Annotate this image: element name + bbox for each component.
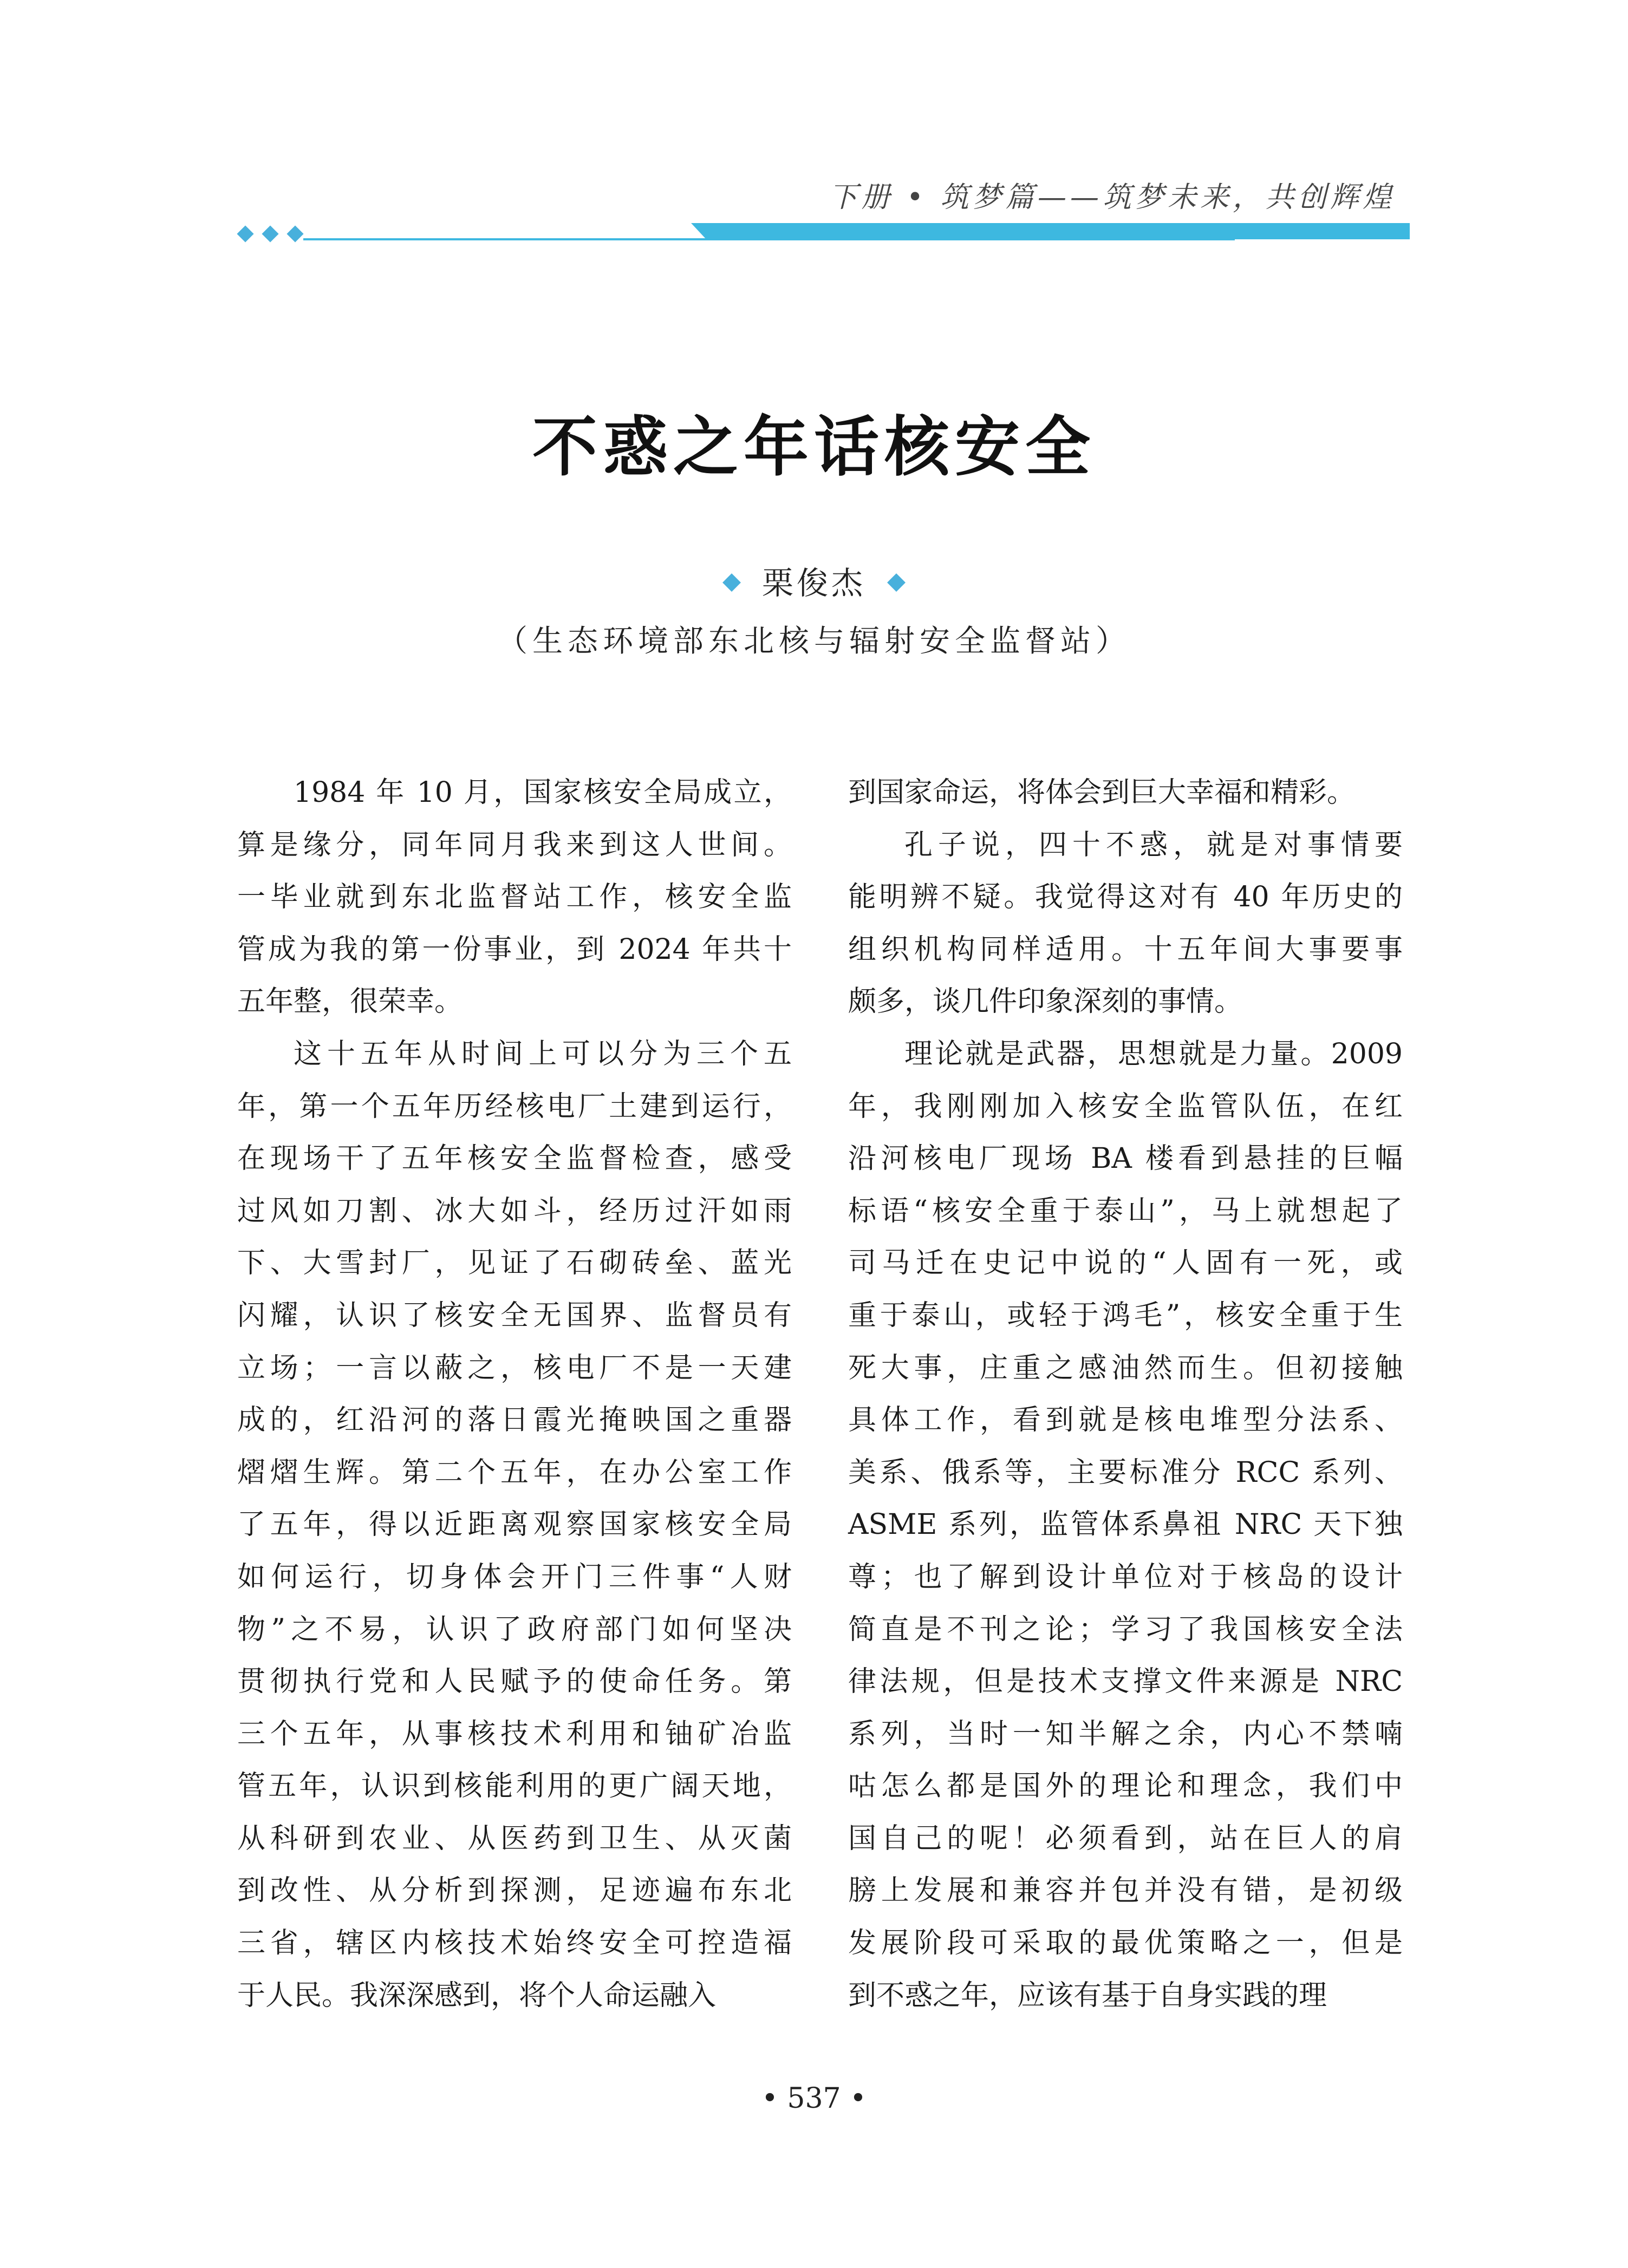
text-line: 理论就是武器，思想就是力量。2009: [904, 1037, 1403, 1070]
text-line: 闪耀，认识了核安全无国界、监督员有: [237, 1299, 792, 1332]
text-line: 司马迁在史记中说的“人固有一死，或: [848, 1247, 1403, 1280]
paragraph: [237, 1028, 792, 2022]
text-line: 于人民。我深深感到，将个人命运融入: [237, 1979, 717, 2012]
text-line: 咕怎么都是国外的理论和理念，我们中: [848, 1770, 1403, 1803]
diamond-icon: [887, 573, 906, 592]
text-line: 组织机构同样适用。十五年间大事要事: [848, 933, 1403, 966]
paragraph: [848, 1028, 1403, 2022]
author-name: 栗俊杰: [761, 565, 866, 602]
body-column-right: [848, 767, 1403, 2022]
text-line: 能明辨不疑。我觉得这对有 40 年历史的: [848, 881, 1403, 914]
text-line: 年，第一个五年历经核电厂土建到运行，: [237, 1090, 792, 1123]
text-line: 在现场干了五年核安全监督检查，感受: [237, 1142, 792, 1175]
text-line: 年，我刚刚加入核安全监管队伍，在红: [848, 1090, 1403, 1123]
text-line: 物”之不易，认识了政府部门如何坚决: [237, 1613, 792, 1646]
text-line: 立场；一言以蔽之，核电厂不是一天建: [237, 1351, 792, 1384]
text-line: 发展阶段可采取的最优策略之一，但是: [848, 1927, 1403, 1960]
text-line: 管成为我的第一份事业，到 2024 年共十: [237, 933, 792, 966]
text-line: 三省，辖区内核技术始终安全可控造福: [237, 1927, 792, 1960]
header-accent-bar: [691, 223, 1410, 239]
text-line: 膀上发展和兼容并包并没有错，是初级: [848, 1874, 1403, 1907]
running-head-title: 下册 • 筑梦篇——筑梦未来，共创辉煌: [829, 181, 1395, 214]
text-line: 到改性、从分析到探测，足迹遍布东北: [237, 1874, 792, 1907]
text-line: 颇多，谈几件印象深刻的事情。: [848, 985, 1243, 1018]
author-line: [0, 558, 1628, 603]
text-line: 过风如刀割、冰大如斗，经历过汗如雨: [237, 1194, 792, 1227]
text-line: 成的，红沿河的落日霞光掩映国之重器: [237, 1404, 792, 1437]
text-line: 国自己的呢！必须看到，站在巨人的肩: [848, 1822, 1403, 1855]
diamond-icon: [722, 573, 741, 592]
article-title: 不惑之年话核安全: [532, 409, 1096, 485]
page-number: • 537 •: [761, 2082, 867, 2115]
paragraph: [848, 819, 1403, 1028]
text-line: 重于泰山，或轻于鸿毛”，核安全重于生: [848, 1299, 1403, 1332]
text-line: 这十五年从时间上可以分为三个五: [294, 1037, 792, 1070]
text-line: 孔子说，四十不惑，就是对事情要: [904, 828, 1403, 861]
text-line: 标语“核安全重于泰山”，马上就想起了: [848, 1194, 1403, 1227]
text-line: 律法规，但是技术支撑文件来源是 NRC: [848, 1665, 1403, 1698]
text-line: 具体工作，看到就是核电堆型分法系、: [848, 1404, 1403, 1437]
text-line: 尊；也了解到设计单位对于核岛的设计: [848, 1560, 1403, 1593]
text-line: 下、大雪封厂，见证了石砌砖垒、蓝光: [237, 1247, 792, 1280]
text-line: 到不惑之年，应该有基于自身实践的理: [848, 1979, 1327, 2012]
text-line: 了五年，得以近距离观察国家核安全局: [237, 1508, 792, 1541]
body-column-left: [237, 767, 792, 2022]
header-rule: [303, 238, 1235, 240]
text-line: 三个五年，从事核技术利用和铀矿冶监: [237, 1717, 792, 1750]
text-line: ASME 系列，监管体系鼻祖 NRC 天下独: [848, 1508, 1403, 1541]
text-line: 到国家命运，将体会到巨大幸福和精彩。: [848, 776, 1356, 809]
text-line: 五年整，很荣幸。: [237, 985, 463, 1018]
text-line: 熠熠生辉。第二个五年，在办公室工作: [237, 1456, 792, 1489]
text-line: 如何运行，切身体会开门三件事“人财: [237, 1560, 792, 1593]
text-line: 沿河核电厂现场 BA 楼看到悬挂的巨幅: [848, 1142, 1403, 1175]
diamond-icon: [262, 225, 278, 242]
paragraph: [848, 767, 1403, 819]
text-line: 算是缘分，同年同月我来到这人世间。: [237, 828, 792, 861]
text-line: 管五年，认识到核能利用的更广阔天地，: [237, 1770, 792, 1803]
text-line: 美系、俄系等，主要标准分 RCC 系列、: [848, 1456, 1403, 1489]
text-line: 一毕业就到东北监督站工作，核安全监: [237, 881, 792, 914]
text-line: 从科研到农业、从医药到卫生、从灭菌: [237, 1822, 792, 1855]
paragraph: [237, 767, 792, 1028]
diamond-icon: [286, 225, 303, 242]
diamond-icon: [237, 225, 253, 242]
text-line: 贯彻执行党和人民赋予的使命任务。第: [237, 1665, 792, 1698]
author-affiliation: （生态环境部东北核与辐射安全监督站）: [497, 624, 1131, 659]
text-line: 死大事，庄重之感油然而生。但初接触: [848, 1351, 1403, 1384]
text-line: 1984 年 10 月，国家核安全局成立，: [294, 776, 792, 809]
text-line: 系列，当时一知半解之余，内心不禁喃: [848, 1717, 1403, 1750]
text-line: 简直是不刊之论；学习了我国核安全法: [848, 1613, 1403, 1646]
